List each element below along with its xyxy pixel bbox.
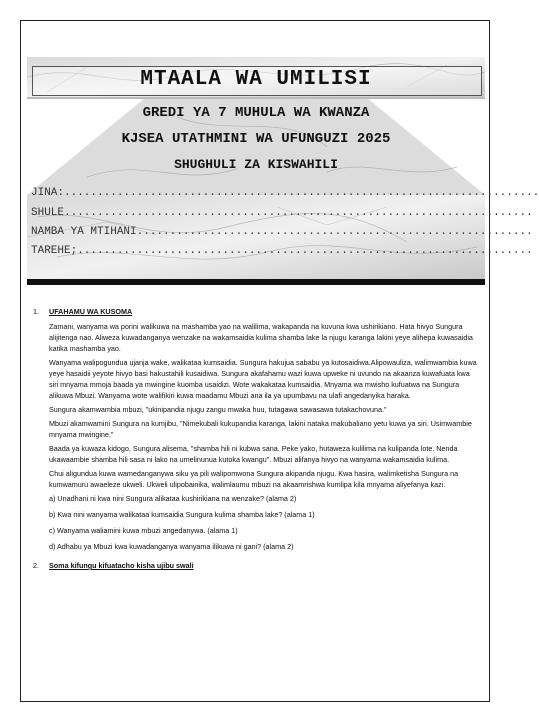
- subquestion-a: a) Unadhani ni kwa nini Sungura alikataa kushirikiana na wenzake? (alama 2): [49, 494, 297, 503]
- subquestion-d: d) Adhabu ya Mbuzi kwa kuwadanganya wanyama ilikuwa ni gani? (alama 2): [49, 542, 294, 551]
- question-1-heading: [33, 306, 479, 317]
- question-number: 2.: [33, 561, 39, 570]
- passage-paragraph: Zamani, wanyama wa porini walikuwa na mashamba yao na walilima, wakapanda na kuvuna kwa ushirikiano. Hata hivyo Sungura alijitenga nao. Aliweza kuwadanganya wenzake na wakamsaidia kulima shamba lake la njugu karanga lakini yeye alihepa kuwasaidia katika mashamba yao.: [49, 322, 473, 353]
- marble-header: [27, 57, 539, 288]
- passage-paragraph: Mbuzi akamwamini Sungura na kumjibu, "Nimekubali kukupandia karanga, lakini nataka makubaliano yetu kuwa ya siri. Usimwambie mnyama mwingine.": [49, 419, 472, 439]
- exam-line: KJSEA UTATHMINI WA UFUNGUZI 2025: [121, 131, 391, 147]
- passage-paragraph: Wanyama walipogundua ujanja wake, walikataa kumsaidia. Sungura hakujua sababu ya kutosaidiwa.Alipowauliza, walimwambia kuwa yeye hasaidii yeyote hivyo basi hakustahili kusaidiwa. Sungura akafahamu wazi kuwa upweke ni uvundo na akaanza kuwafuata kwa siri mnyama mmoja baada ya mwingine kuomba usaidizi. Wote wakakataa kumsaidia. Mnyama wa mwisho kufuatwa na Sungura alikuwa Mbuzi. Wanyama wote walifikiri kuwa maadamu Mbuzi ana ila ya upumbavu na ulafi angedanyika haraka.: [49, 358, 477, 400]
- question-title: Soma kifungu kifuatacho kisha ujibu swali: [49, 561, 194, 570]
- passage-paragraph: Sungura akamwambia mbuzi, "ukinipandia njugu zangu mwaka huu, tutagawa sawasawa tutakachovuna.": [49, 405, 387, 414]
- subquestion-b: b) Kwa nini wanyama walikataa kumsaidia Sungura kulima shamba lake? (alama 1): [49, 510, 315, 519]
- exam-page: [20, 20, 539, 702]
- name-field[interactable]: JINA:........................................................................: [31, 187, 539, 199]
- passage-paragraph: Chui aligundua kuwa wamedanganywa siku ya pili walipomwona Sungura akipanda njugu. Kwa hasira, walimketisha Sungura na kumwamuru awaeleze ukweli. Ukweli ulipobainika, walimlaumu mbuzi na akaamrishwa kumlipa kila mnyama aliyefanya kazi.: [49, 469, 459, 489]
- question-number: 1.: [33, 307, 39, 316]
- date-field[interactable]: TAREHE;.....................................................................: [31, 245, 533, 257]
- exam-title: MTAALA WA UMILISI: [140, 68, 372, 91]
- exam-number-field[interactable]: NAMBA YA MTIHANI............................................................: [31, 226, 533, 238]
- passage-paragraph: Baada ya kuwaza kidogo, Sungura alisema, "shamba hili ni kubwa sana. Peke yako, hutaweza kulilima na kulipanda lote. Nenda ukawaambie shamba hili sasa ni lako na umelinunua kutoka kwangu". Mbuzi alifanya hivyo na wanyama wakamsaidia kulima.: [49, 444, 458, 464]
- exam-content: [33, 306, 479, 575]
- school-field[interactable]: SHULE.......................................................................: [31, 207, 533, 219]
- question-2-heading: [33, 560, 479, 571]
- header-divider: [27, 279, 485, 285]
- question-title: UFAHAMU WA KUSOMA: [49, 307, 133, 316]
- subject-line: SHUGHULI ZA KISWAHILI: [174, 157, 338, 172]
- grade-line: GREDI YA 7 MUHULA WA KWANZA: [142, 105, 370, 121]
- subquestion-c: c) Wanyama waliamini kuwa mbuzi angedanywa. (alama 1): [49, 526, 238, 535]
